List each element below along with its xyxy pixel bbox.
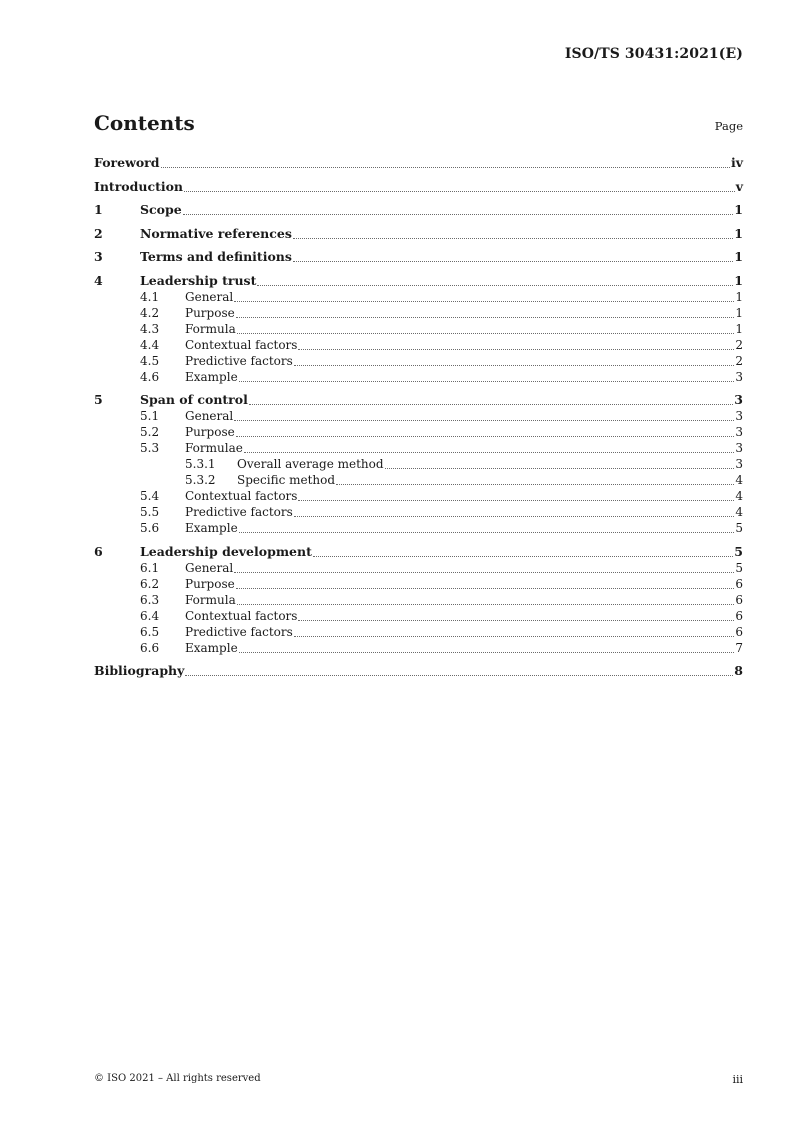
toc-entry-number: 4.1	[140, 289, 160, 304]
toc-entry-number: 6.3	[140, 592, 160, 607]
toc-entry-number: 4	[94, 272, 103, 288]
toc-entry-title: Normative references	[140, 225, 292, 241]
dot-leader	[236, 587, 735, 589]
toc-entry[interactable]	[94, 640, 743, 656]
toc-entry-page: 5	[735, 521, 743, 535]
toc-entry-page: iv	[730, 155, 743, 170]
toc-entry-number: 6	[94, 543, 103, 559]
toc-entry[interactable]	[94, 353, 743, 369]
toc-entry-page: 1	[735, 305, 743, 320]
dot-leader	[385, 467, 735, 469]
toc-entry[interactable]	[94, 273, 743, 289]
toc-entry-title: Purpose	[185, 425, 235, 439]
toc-entry[interactable]	[94, 663, 743, 679]
toc-entry-page: 3	[734, 392, 743, 407]
toc-entry[interactable]	[94, 488, 743, 504]
toc-entry-title: Leadership development	[140, 543, 312, 559]
contents-title: Contents	[94, 111, 195, 135]
toc-entry-page: 4	[735, 505, 743, 519]
toc-entry-number: 6.4	[140, 608, 160, 623]
toc-entry-title: Formula	[185, 321, 236, 336]
toc-entry-title: Leadership trust	[140, 272, 257, 288]
toc-entry-page: 8	[734, 663, 743, 678]
toc-entry[interactable]	[94, 226, 743, 242]
dot-leader	[293, 260, 733, 262]
dot-leader	[237, 603, 735, 605]
toc-entry[interactable]	[94, 179, 743, 195]
toc-entry-number: 4.6	[140, 369, 160, 384]
toc-entry-number: 5.1	[140, 409, 160, 423]
toc-entry-page: 6	[735, 576, 743, 591]
toc-entry-title: Overall average method	[237, 457, 384, 471]
toc-entry-page: 6	[735, 592, 743, 607]
toc-entry-number: 5	[94, 392, 103, 407]
toc-entry-number: 5.3.1	[185, 457, 216, 471]
dot-leader	[236, 316, 735, 318]
dot-leader	[234, 419, 734, 421]
toc-entry[interactable]	[94, 520, 743, 536]
toc-entry-title: Purpose	[185, 576, 235, 591]
dot-leader	[298, 499, 734, 501]
toc-entry-page: 5	[735, 560, 743, 575]
toc-entry-page: 1	[735, 321, 743, 336]
toc-entry-page: 5	[734, 543, 743, 559]
toc-entry-title: General	[185, 289, 234, 304]
dot-leader	[298, 619, 734, 621]
toc-entry[interactable]	[94, 472, 743, 488]
toc-entry-title: Contextual factors	[185, 489, 298, 503]
toc-entry-page: 6	[735, 608, 743, 623]
toc-entry-title: Predictive factors	[185, 353, 293, 368]
toc-entry-number: 2	[94, 225, 103, 241]
toc-entry-title: Contextual factors	[185, 337, 298, 352]
toc-entry-title: Example	[185, 369, 238, 384]
footer-page-number: iii	[732, 1073, 743, 1086]
toc-entry[interactable]	[94, 337, 743, 353]
toc-entry-page: 3	[735, 425, 743, 439]
toc-entry-number: 4.5	[140, 353, 160, 368]
dot-leader	[257, 284, 733, 286]
toc-entry[interactable]	[94, 289, 743, 305]
toc-entry[interactable]	[94, 544, 743, 560]
toc-entry[interactable]	[94, 305, 743, 321]
toc-entry-title: Foreword	[94, 155, 160, 170]
toc-entry-page: v	[735, 178, 743, 194]
toc-entry-number: 6.5	[140, 624, 160, 639]
dot-leader	[298, 348, 734, 350]
toc-entry-title: Introduction	[94, 178, 184, 194]
document-id: ISO/TS 30431:2021(E)	[564, 46, 743, 62]
toc-entry-page: 3	[735, 409, 743, 423]
toc-entry-title: Predictive factors	[185, 624, 293, 639]
toc-entry-title: Example	[185, 521, 238, 535]
toc-entry-number: 6.1	[140, 560, 160, 575]
footer-copyright: © ISO 2021 – All rights reserved	[94, 1073, 261, 1084]
toc-entry[interactable]	[94, 440, 743, 456]
toc-entry[interactable]	[94, 576, 743, 592]
dot-leader	[237, 332, 735, 334]
toc-entry-number: 4.3	[140, 321, 160, 336]
toc-entry[interactable]	[94, 369, 743, 385]
dot-leader	[294, 515, 735, 517]
dot-leader	[249, 403, 733, 405]
toc-entry-number: 4.2	[140, 305, 160, 320]
toc-entry-page: 4	[735, 489, 743, 503]
toc-entry[interactable]	[94, 456, 743, 472]
toc-entry[interactable]	[94, 249, 743, 265]
toc-entry-page: 2	[735, 337, 743, 352]
toc-entry-title: Span of control	[140, 392, 248, 407]
toc-entry-number: 6.2	[140, 576, 160, 591]
toc-entry-number: 5.4	[140, 489, 160, 503]
toc-entry-number: 5.5	[140, 505, 160, 519]
dot-leader	[236, 435, 735, 437]
toc-entry-page: 1	[734, 249, 743, 264]
dot-leader	[234, 300, 734, 302]
toc-entry[interactable]	[94, 408, 743, 424]
toc-entry-number: 1	[94, 202, 103, 217]
toc-entry[interactable]	[94, 392, 743, 408]
toc-entry-title: Formulae	[185, 441, 243, 455]
toc-entry-number: 5.3	[140, 441, 160, 455]
dot-leader	[239, 531, 735, 533]
page-column-label: Page	[714, 119, 743, 133]
toc-entry-page: 6	[735, 624, 743, 639]
toc-entry-page: 7	[735, 640, 743, 655]
toc-entry-title: General	[185, 560, 234, 575]
toc-entry-page: 1	[734, 272, 743, 288]
toc-entry-number: 5.3.2	[185, 473, 216, 487]
toc-entry-number: 5.6	[140, 521, 160, 535]
toc-entry-page: 3	[735, 441, 743, 455]
toc-entry-title: Contextual factors	[185, 608, 298, 623]
toc-entry-number: 6.6	[140, 640, 160, 655]
toc-entry[interactable]	[94, 560, 743, 576]
dot-leader	[183, 213, 734, 215]
toc-entry-page: 3	[735, 457, 743, 471]
toc-entry-number: 4.4	[140, 337, 160, 352]
toc-entry-page: 2	[735, 353, 743, 368]
dot-leader	[313, 555, 733, 557]
toc-entry-title: Purpose	[185, 305, 235, 320]
toc-entry[interactable]	[94, 608, 743, 624]
toc-entry-number: 3	[94, 249, 103, 264]
dot-leader	[234, 571, 734, 573]
dot-leader	[293, 237, 733, 239]
toc-entry-title: Specific method	[237, 473, 336, 487]
toc-entry[interactable]	[94, 155, 743, 171]
toc-entry-page: 1	[734, 202, 743, 217]
toc-entry-title: Scope	[140, 202, 182, 217]
toc-entry[interactable]	[94, 624, 743, 640]
dot-leader	[239, 380, 735, 382]
toc-entry[interactable]	[94, 321, 743, 337]
toc-entry[interactable]	[94, 202, 743, 218]
toc-entry-page: 1	[734, 225, 743, 241]
toc-entry-page: 4	[735, 473, 743, 487]
toc-entry-title: Terms and definitions	[140, 249, 292, 264]
toc-entry-title: Predictive factors	[185, 505, 293, 519]
dot-leader	[184, 190, 735, 192]
table-of-contents	[94, 155, 743, 679]
dot-leader	[294, 364, 735, 366]
dot-leader	[161, 166, 730, 168]
toc-entry-page: 1	[735, 289, 743, 304]
dot-leader	[185, 674, 733, 676]
dot-leader	[294, 635, 735, 637]
toc-entry-page: 3	[735, 369, 743, 384]
toc-entry-title: Example	[185, 640, 238, 655]
toc-entry[interactable]	[94, 424, 743, 440]
toc-entry-number: 5.2	[140, 425, 160, 439]
toc-entry[interactable]	[94, 504, 743, 520]
toc-entry-title: General	[185, 409, 234, 423]
dot-leader	[239, 651, 735, 653]
toc-entry-title: Bibliography	[94, 663, 185, 678]
dot-leader	[336, 483, 734, 485]
toc-entry-title: Formula	[185, 592, 236, 607]
toc-entry[interactable]	[94, 592, 743, 608]
dot-leader	[244, 451, 735, 453]
